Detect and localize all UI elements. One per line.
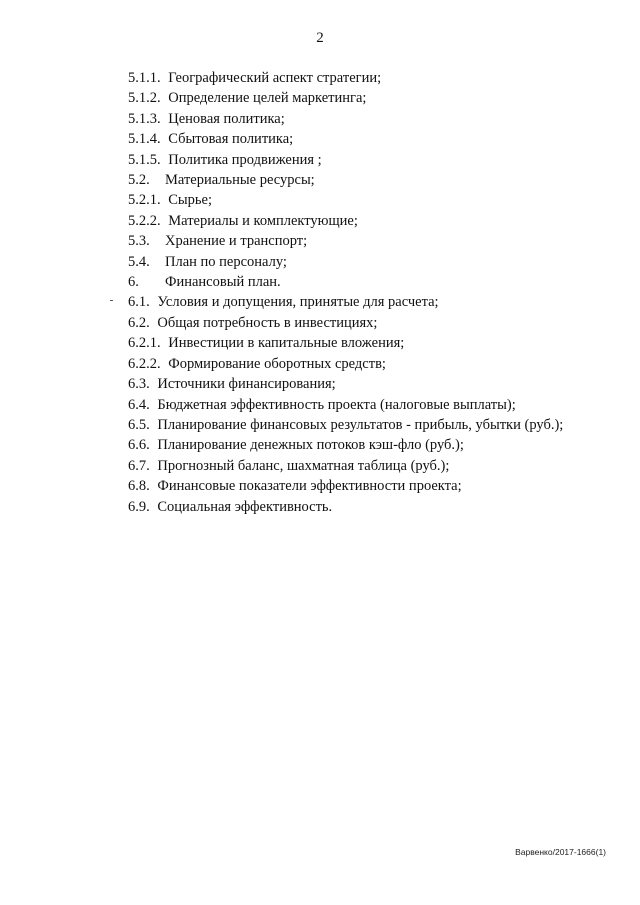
toc-item xyxy=(128,497,608,517)
toc-item-number: 6.1. xyxy=(128,294,150,311)
margin-mark xyxy=(110,300,113,301)
toc-item-number: 5.1.4. xyxy=(128,131,161,148)
toc-item xyxy=(128,435,608,455)
toc-item-text: Сырье; xyxy=(168,192,212,209)
toc-item-number: 6. xyxy=(128,274,139,291)
toc-item xyxy=(128,456,608,476)
toc-item-text: Политика продвижения ; xyxy=(168,151,322,168)
toc-item-number: 5.3. xyxy=(128,233,150,250)
toc-item-text: Финансовый план. xyxy=(165,274,281,291)
toc-item-text: Формирование оборотных средств; xyxy=(168,355,386,372)
toc-item-text: Определение целей маркетинга; xyxy=(168,90,367,107)
toc-item xyxy=(128,333,608,353)
toc-item xyxy=(128,252,608,272)
toc-item-number: 6.7. xyxy=(128,457,150,474)
toc-item xyxy=(128,476,608,496)
toc-item-text: Планирование денежных потоков кэш-фло (руб.); xyxy=(157,437,464,454)
toc-item-number: 6.2.1. xyxy=(128,335,161,352)
toc-item-number: 5.1.2. xyxy=(128,90,161,107)
toc-item-text: Бюджетная эффективность проекта (налоговые выплаты); xyxy=(157,396,516,413)
toc-item-text: Социальная эффективность. xyxy=(157,498,333,515)
toc-item xyxy=(128,354,608,374)
toc-item-text: Источники финансирования; xyxy=(157,376,336,393)
toc-item xyxy=(128,395,608,415)
toc-item-number: 5.2. xyxy=(128,172,150,189)
toc-item-number: 6.2. xyxy=(128,314,150,331)
toc-item xyxy=(128,374,608,394)
toc-item-number: 6.5. xyxy=(128,416,150,433)
toc-item xyxy=(128,292,608,312)
toc-item xyxy=(128,88,608,108)
toc-item xyxy=(128,129,608,149)
toc-item xyxy=(128,231,608,251)
table-of-contents xyxy=(128,68,608,517)
toc-item-text: Материалы и комплектующие; xyxy=(168,212,358,229)
toc-item xyxy=(128,170,608,190)
toc-item xyxy=(128,190,608,210)
toc-item-number: 5.1.3. xyxy=(128,110,161,127)
toc-item-number: 6.4. xyxy=(128,396,150,413)
toc-item xyxy=(128,68,608,88)
toc-item-number: 5.4. xyxy=(128,253,150,270)
toc-item-text: Ценовая политика; xyxy=(168,110,285,127)
toc-item xyxy=(128,272,608,292)
toc-item xyxy=(128,150,608,170)
toc-item-text: Прогнозный баланс, шахматная таблица (руб.); xyxy=(157,457,450,474)
toc-item-number: 5.2.1. xyxy=(128,192,161,209)
toc-item-number: 6.8. xyxy=(128,478,150,495)
toc-item-number: 5.2.2. xyxy=(128,212,161,229)
toc-item-number: 6.6. xyxy=(128,437,150,454)
toc-item-text: Инвестиции в капитальные вложения; xyxy=(168,335,405,352)
document-code: Варвенко/2017-1666(1) xyxy=(515,847,606,857)
toc-item-text: Планирование финансовых результатов - прибыль, убытки (руб.); xyxy=(157,416,564,433)
toc-item-number: 6.3. xyxy=(128,376,150,393)
toc-item xyxy=(128,415,608,435)
page-number: 2 xyxy=(316,30,324,46)
toc-item-text: Хранение и транспорт; xyxy=(165,233,308,250)
toc-item-text: Географический аспект стратегии; xyxy=(168,70,382,86)
toc-item-text: Материальные ресурсы; xyxy=(165,172,315,189)
toc-item xyxy=(128,211,608,231)
toc-item-number: 5.1.5. xyxy=(128,151,161,168)
toc-item-text: План по персоналу; xyxy=(165,253,287,270)
toc-item-text: Условия и допущения, принятые для расчета; xyxy=(157,294,439,311)
toc-item-number: 6.9. xyxy=(128,498,150,515)
toc-item-number: 5.1.1. xyxy=(128,70,161,86)
toc-item-text: Общая потребность в инвестициях; xyxy=(157,314,378,331)
toc-item-text: Финансовые показатели эффективности проекта; xyxy=(157,478,462,495)
toc-item-number: 6.2.2. xyxy=(128,355,161,372)
toc-item xyxy=(128,109,608,129)
toc-item-text: Сбытовая политика; xyxy=(168,131,294,148)
toc-item xyxy=(128,313,608,333)
